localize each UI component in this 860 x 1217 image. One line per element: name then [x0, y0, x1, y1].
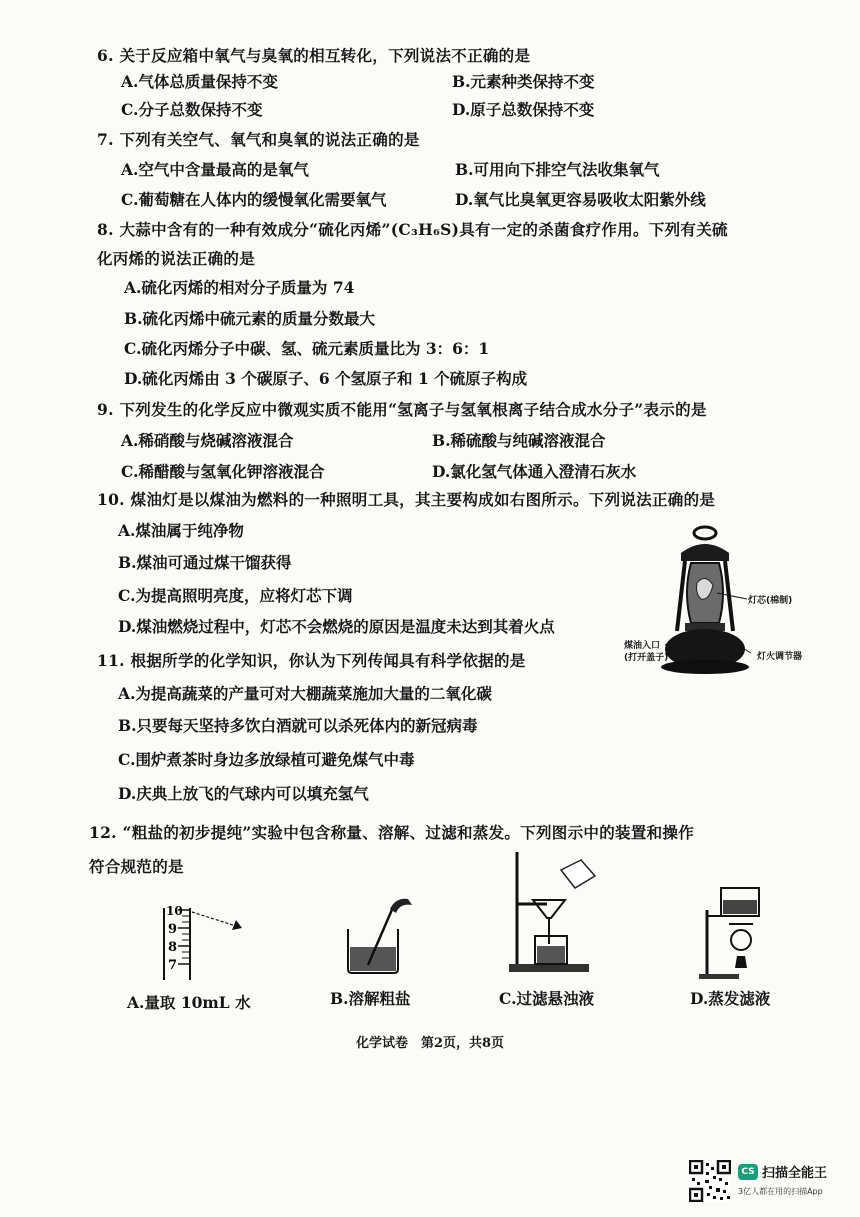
q6-stem: 6. 关于反应箱中氧气与臭氧的相互转化，下列说法不正确的是	[97, 46, 531, 65]
q10-option-a: A.煤油属于纯净物	[118, 521, 244, 540]
dissolving-beaker-figure	[338, 895, 418, 975]
q8-stem-line2: 化丙烯的说法正确的是	[97, 249, 256, 268]
scanner-watermark	[689, 1160, 849, 1208]
q8-stem-line1: 8. 大蒜中含有的一种有效成分“硫化丙烯”(C₃H₆S)具有一定的杀菌食疗作用。下列有关硫	[97, 220, 728, 239]
camscanner-name: 扫描全能王	[762, 1166, 828, 1181]
q11-stem: 11. 根据所学的化学知识，你认为下列传闻具有科学依据的是	[97, 651, 526, 670]
page-footer: 化学试卷 第2页，共8页	[355, 1036, 505, 1051]
q12-stem-line1: 12. “粗盐的初步提纯”实验中包含称量、溶解、过滤和蒸发。下列图示中的装置和操作	[89, 823, 694, 842]
lamp-label-regulator: 灯火调节器	[757, 652, 803, 662]
q8-option-c: C.硫化丙烯分子中碳、氢、硫元素质量比为 3：6：1	[124, 339, 490, 358]
q9-option-a: A.稀硝酸与烧碱溶液混合	[121, 431, 294, 450]
q11-option-d: D.庆典上放飞的气球内可以填充氢气	[118, 784, 369, 803]
q6-option-a: A.气体总质量保持不变	[121, 72, 278, 91]
q8-option-a: A.硫化丙烯的相对分子质量为 74	[124, 278, 355, 297]
q10-option-d: D.煤油燃烧过程中，灯芯不会燃烧的原因是温度未达到其着火点	[118, 617, 555, 636]
q11-option-b: B.只要每天坚持多饮白酒就可以杀死体内的新冠病毒	[118, 716, 478, 735]
q7-stem: 7. 下列有关空气、氧气和臭氧的说法正确的是	[97, 130, 420, 149]
q9-option-b: B.稀硫酸与纯碱溶液混合	[432, 431, 606, 450]
qr-code-icon	[689, 1160, 731, 1202]
lamp-label-wick: 灯芯(棉制)	[748, 596, 793, 606]
q6-option-b: B.元素种类保持不变	[452, 72, 595, 91]
q6-option-c: C.分子总数保持不变	[121, 100, 263, 119]
q7-option-b: B.可用向下排空气法收集氧气	[455, 160, 660, 179]
cylinder-tick-7: 7	[168, 958, 178, 973]
q12-stem-line2: 符合规范的是	[89, 857, 184, 876]
evaporation-figure	[695, 880, 775, 980]
q9-stem: 9. 下列发生的化学反应中微观实质不能用“氢离子与氢氧根离子结合成水分子”表示的是	[97, 400, 707, 419]
q8-option-d: D.硫化丙烯由 3 个碳原子、6 个氢原子和 1 个硫原子构成	[124, 369, 528, 388]
q8-option-b: B.硫化丙烯中硫元素的质量分数最大	[124, 309, 375, 328]
q9-option-c: C.稀醋酸与氢氧化钾溶液混合	[121, 462, 325, 481]
q10-option-c: C.为提高照明亮度，应将灯芯下调	[118, 586, 353, 605]
q11-option-c: C.围炉煮茶时身边多放绿植可避免煤气中毒	[118, 750, 415, 769]
graduated-cylinder-figure	[150, 900, 260, 985]
cylinder-tick-9: 9	[168, 922, 178, 937]
camscanner-logo-icon: CS	[738, 1164, 758, 1180]
q12-caption-a: A.量取 10mL 水	[127, 993, 251, 1012]
q12-caption-d: D.蒸发滤液	[690, 989, 771, 1008]
q12-caption-c: C.过滤悬浊液	[499, 989, 594, 1008]
q10-option-b: B.煤油可通过煤干馏获得	[118, 553, 292, 572]
cylinder-tick-8: 8	[168, 940, 178, 955]
lamp-label-inlet-note: (打开盖子)	[624, 653, 669, 663]
camscanner-tagline: 3亿人都在用的扫描App	[738, 1187, 823, 1196]
lamp-label-inlet: 煤油入口	[624, 641, 661, 651]
q7-option-a: A.空气中含量最高的是氧气	[121, 160, 309, 179]
q9-option-d: D.氯化氢气体通入澄清石灰水	[432, 462, 637, 481]
q6-option-d: D.原子总数保持不变	[452, 100, 595, 119]
q7-option-d: D.氧气比臭氧更容易吸收太阳紫外线	[455, 190, 706, 209]
cylinder-tick-10: 10	[166, 904, 183, 918]
q12-caption-b: B.溶解粗盐	[330, 989, 411, 1008]
q10-stem: 10. 煤油灯是以煤油为燃料的一种照明工具，其主要构成如右图所示。下列说法正确的是	[97, 490, 716, 509]
q7-option-c: C.葡萄糖在人体内的缓慢氧化需要氧气	[121, 190, 387, 209]
filtration-figure	[505, 848, 605, 978]
q11-option-a: A.为提高蔬菜的产量可对大棚蔬菜施加大量的二氧化碳	[118, 684, 492, 703]
